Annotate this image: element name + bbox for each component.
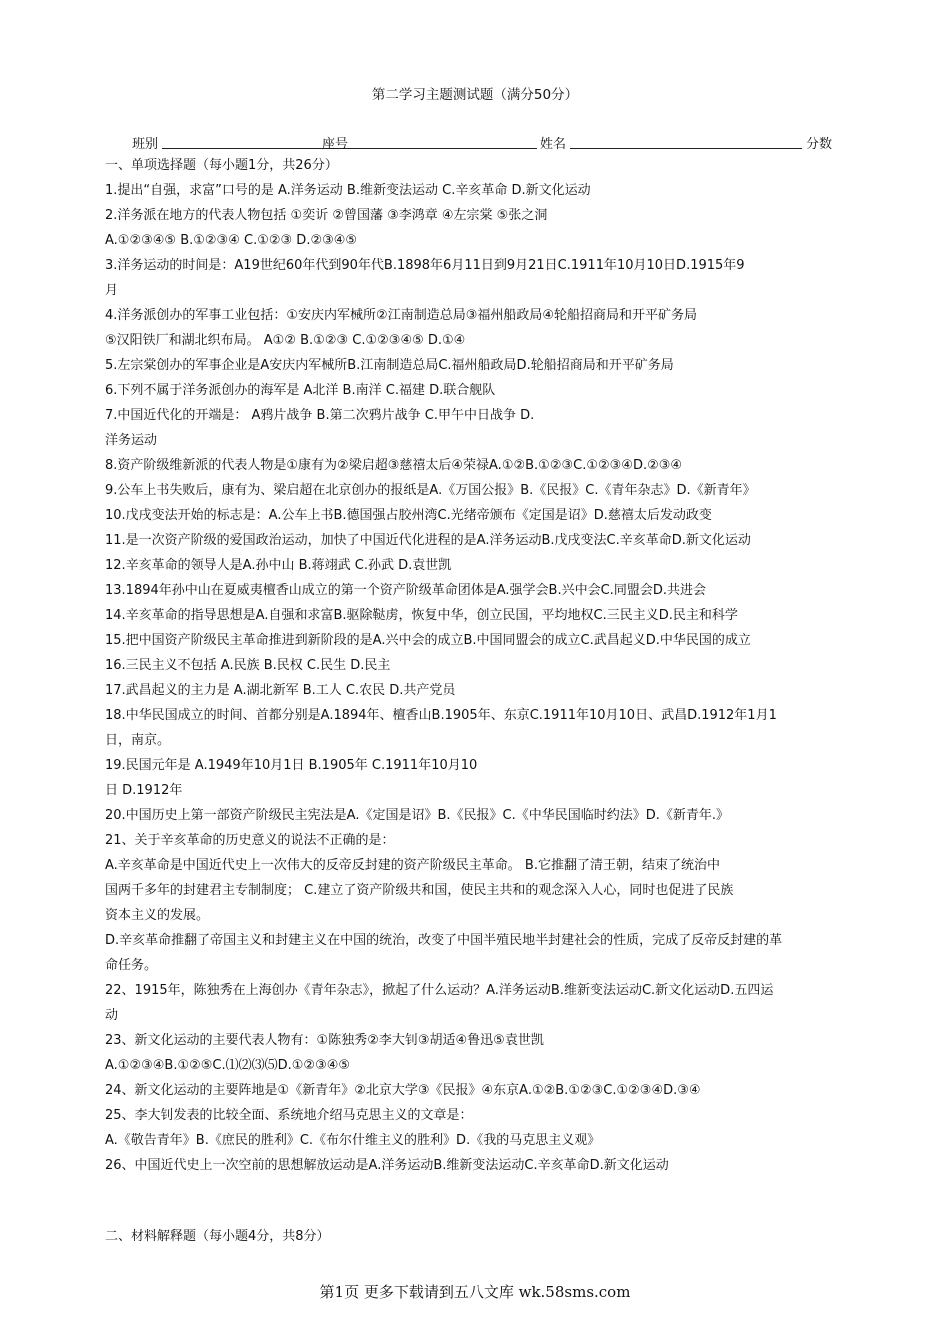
seat-blank [352,148,537,149]
score-label: 分数 [806,137,833,152]
question-line: 14.辛亥革命的指导思想是A.自强和求富B.驱除鞑虏，恢复中华，创立民国，平均地权C.三民主义D.民主和科学 [105,608,738,623]
question-line: 9.公车上书失败后，康有为、梁启超在北京创办的报纸是A.《万国公报》B.《民报》C.《青年杂志》D.《新青年》 [105,483,756,498]
question-line: 洋务运动 [105,433,158,448]
question-line: 7.中国近代化的开端是： A鸦片战争 B.第二次鸦片战争 C.甲午中日战争 D. [105,408,535,423]
question-line: 11.是一次资产阶级的爱国政治运动，加快了中国近代化进程的是A.洋务运动B.戊戌变法C.辛亥革命D.新文化运动 [105,533,751,548]
question-line: 25、李大钊发表的比较全面、系统地介绍马克思主义的文章是： [105,1108,473,1123]
page-footer: 第1页 更多下载请到五八文库 wk.58sms.com [319,1283,631,1301]
seat-label: 座号 [322,137,349,152]
question-line: 月 [105,283,119,298]
name-label: 姓名 [540,137,567,152]
question-line: 2.洋务派在地方的代表人物包括 ①奕䜣 ②曾国藩 ③李鸿章 ④左宗棠 ⑤张之洞 [105,208,548,223]
question-line: 20.中国历史上第一部资产阶级民主宪法是A.《定国是诏》B.《民报》C.《中华民国临时约法》D.《新青年.》 [105,808,730,823]
question-line: 22、1915年，陈独秀在上海创办《青年杂志》，掀起了什么运动？A.洋务运动B.维新变法运动C.新文化运动D.五四运 [105,983,774,998]
question-line: A.《敬告青年》B.《庶民的胜利》C.《布尔什维主义的胜利》D.《我的马克思主义观》 [105,1133,601,1148]
question-line: 资本主义的发展。 [105,908,210,923]
question-line: 命任务。 [105,958,158,973]
question-line: 17.武昌起义的主力是 A.湖北新军 B.工人 C.农民 D.共产党员 [105,683,456,698]
question-line: D.辛亥革命推翻了帝国主义和封建主义在中国的统治，改变了中国半殖民地半封建社会的性质，完成了反帝反封建的革 [105,933,783,948]
question-line: 15.把中国资产阶级民主革命推进到新阶段的是A.兴中会的成立B.中国同盟会的成立C.武昌起义D.中华民国的成立 [105,633,751,648]
question-line: 16.三民主义不包括 A.民族 B.民权 C.民生 D.民主 [105,658,391,673]
question-line: 动 [105,1008,119,1023]
question-line: ⑤汉阳铁厂和湖北织布局。 A①② B.①②③ C.①②③④⑤ D.①④ [105,333,466,348]
class-label: 班别 [132,137,159,152]
question-line: A.辛亥革命是中国近代史上一次伟大的反帝反封建的资产阶级民主革命。 B.它推翻了清王朝，结束了统治中 [105,858,720,873]
question-line: 18.中华民国成立的时间、首都分别是A.1894年、檀香山B.1905年、东京C.1911年10月10日、武昌D.1912年1月1 [105,708,777,723]
question-line: 日 D.1912年 [105,783,183,798]
question-line: 5.左宗棠创办的军事企业是A安庆内军械所B.江南制造总局C.福州船政局D.轮船招商局和开平矿务局 [105,358,674,373]
question-line: 13.1894年孙中山在夏威夷檀香山成立的第一个资产阶级革命团体是A.强学会B.兴中会C.同盟会D.共进会 [105,583,706,598]
question-line: 21、关于辛亥革命的历史意义的说法不正确的是： [105,833,395,848]
section-heading-choice: 一、单项选择题（每小题1分，共26分） [105,158,338,173]
question-line: 国两千多年的封建君主专制制度； C.建立了资产阶级共和国，使民主共和的观念深入人心，同时也促进了民族 [105,883,734,898]
question-line: 4.洋务派创办的军事工业包括：①安庆内军械所②江南制造总局③福州船政局④轮船招商局和开平矿务局 [105,308,698,323]
question-line: 6.下列不属于洋务派创办的海军是 A北洋 B.南洋 C.福建 D.联合舰队 [105,383,496,398]
page-title: 第二学习主题测试题（满分50分） [371,87,579,103]
question-line: 19.民国元年是 A.1949年10月1日 B.1905年 C.1911年10月10 [105,758,478,773]
question-line: 8.资产阶级维新派的代表人物是①康有为②梁启超③慈禧太后④荣禄A.①②B.①②③C.①②③④D.②③④ [105,458,683,473]
question-line: A.①②③④B.①②⑤C.⑴⑵⑶⑸D.①②③④⑤ [105,1058,351,1073]
question-line: 12.辛亥革命的领导人是A.孙中山 B.蒋翊武 C.孙武 D.袁世凯 [105,558,452,573]
question-line: 10.戊戌变法开始的标志是：A.公车上书B.德国强占胶州湾C.光绪帝颁布《定国是诏》D.慈禧太后发动政变 [105,508,712,523]
question-line: 1.提出“自强，求富”口号的是 A.洋务运动 B.维新变法运动 C.辛亥革命 D.新文化运动 [105,183,591,198]
question-line: 3.洋务运动的时间是：A19世纪60年代到90年代B.1898年6月11日到9月21日C.1911年10月10日D.1915年9 [105,258,745,273]
question-line: A.①②③④⑤ B.①②③④ C.①②③ D.②③④⑤ [105,233,358,248]
name-blank [570,148,802,149]
question-line: 日，南京。 [105,733,171,748]
question-line: 23、新文化运动的主要代表人物有：①陈独秀②李大钊③胡适④鲁迅⑤袁世凯 [105,1033,544,1048]
question-line: 26、中国近代史上一次空前的思想解放运动是A.洋务运动B.维新变法运动C.辛亥革命D.新文化运动 [105,1158,669,1173]
section-heading-material: 二、材料解释题（每小题4分，共8分） [105,1229,330,1244]
question-line: 24、新文化运动的主要阵地是①《新青年》②北京大学③《民报》④东京A.①②B.①②③C.①②③④D.③④ [105,1083,701,1098]
